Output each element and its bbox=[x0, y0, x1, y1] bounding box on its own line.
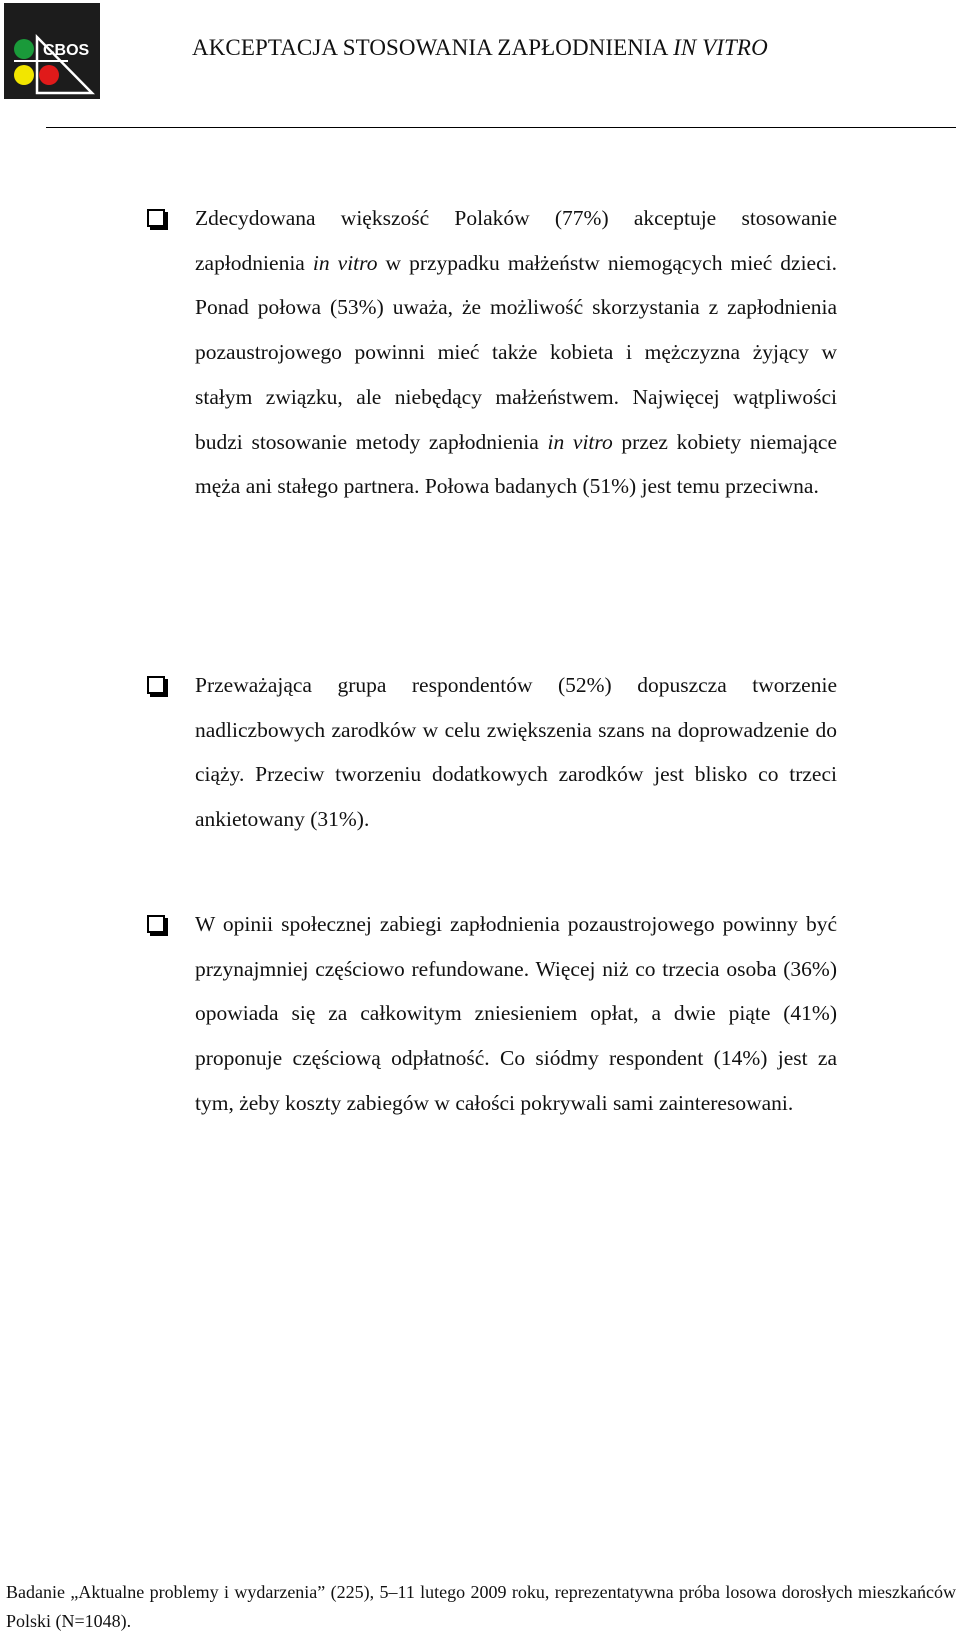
bullet-text bbox=[195, 196, 837, 509]
text-run: w przypadku małżeństw niemogących mieć dzieci. Ponad połowa (53%) uważa, że możliwość skorzystania z zapłodnienia pozaustrojowego powinni mieć także kobieta i mężczyzna żyjący w stałym związku, ale niebędący małżeństwem. Najwięcej wątpliwości budzi stosowanie metody zapłodnienia bbox=[195, 250, 837, 454]
page-header-title bbox=[192, 32, 922, 64]
page-footer-note: Badanie „Aktualne problemy i wydarzenia” (225), 5–11 lutego 2009 roku, reprezentatywna próba losowa dorosłych mieszkańców Polski (N=1048). bbox=[6, 1582, 956, 1631]
header-title-italic: IN VITRO bbox=[673, 35, 768, 60]
text-run: W opinii społecznej zabiegi zapłodnienia pozaustrojowego powinny być przynajmniej częściowo refundowane. Więcej niż co trzecia osoba (36%) opowiada się za całkowitym zniesieniem opłat, a dwie piąte (41%) proponuje częściową odpłatność. Co siódmy respondent (14%) jest za tym, żeby koszty zabiegów w całości pokrywali sami zainteresowani. bbox=[195, 912, 837, 1115]
logo-text: CBOS bbox=[43, 42, 90, 59]
checkbox-bullet-icon bbox=[147, 915, 165, 933]
bullet-text bbox=[195, 902, 837, 1126]
text-run: Zdecydowana większość Polaków (77%) akceptuje stosowanie zapłodnienia bbox=[195, 206, 837, 275]
checkbox-bullet-icon bbox=[147, 209, 165, 227]
cbos-logo bbox=[4, 3, 100, 99]
italic-run: in vitro bbox=[312, 250, 378, 275]
checkbox-bullet-icon bbox=[147, 676, 165, 694]
text-run: Przeważająca grupa respondentów (52%) dopuszcza tworzenie nadliczbowych zarodków w celu zwiększenia szans na doprowadzenie do ciąży. Przeciw tworzeniu dodatkowych zarodków jest blisko co trzeci ankietowany (31%). bbox=[195, 673, 837, 832]
green-light-icon bbox=[14, 39, 34, 59]
yellow-light-icon bbox=[14, 65, 34, 85]
text-run: przez kobiety niemające męża ani stałego partnera. Połowa badanych (51%) jest temu przeciwna. bbox=[195, 429, 837, 499]
cbos-logo-graphic bbox=[4, 3, 100, 99]
header-divider bbox=[46, 127, 956, 128]
bullet-text bbox=[195, 663, 837, 842]
red-light-icon bbox=[39, 65, 59, 85]
italic-run: in vitro bbox=[547, 429, 613, 454]
header-title-prefix: AKCEPTACJA STOSOWANIA ZAPŁODNIENIA bbox=[192, 35, 674, 60]
